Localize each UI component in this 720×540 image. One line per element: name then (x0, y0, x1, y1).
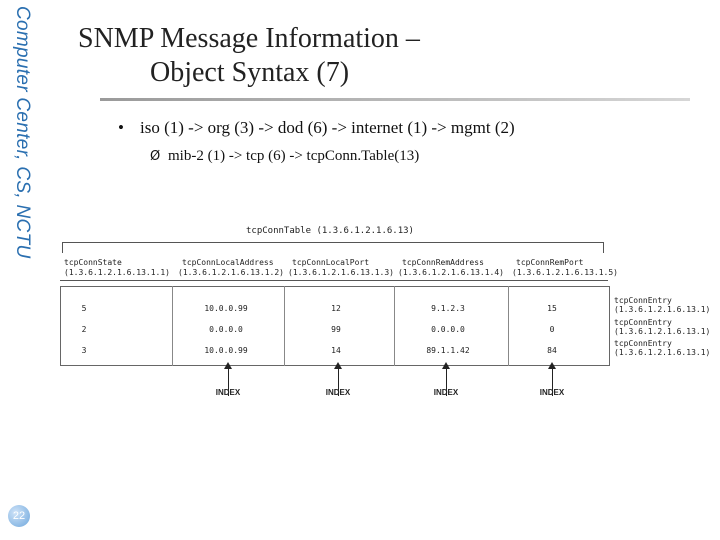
column-oid: (1.3.6.1.2.1.6.13.1.1) (64, 268, 170, 277)
sidebar (0, 0, 44, 540)
slide-title-line2: Object Syntax (7) (150, 57, 350, 88)
bullet-text: iso (1) -> org (3) -> dod (6) -> internet (1) -> mgmt (2) (140, 118, 515, 137)
arrow-bullet-icon: Ø (150, 149, 161, 164)
table-brace (62, 242, 604, 253)
table-cell: 15 (547, 304, 557, 313)
column-name: tcpConnState (64, 258, 122, 267)
sidebar-vertical-text: Computer Center, CS, NCTU (12, 6, 33, 259)
row-entry-oid: (1.3.6.1.2.1.6.13.1) (614, 305, 711, 314)
column-name: tcpConnLocalAddress (182, 258, 274, 267)
table-cell: 12 (331, 304, 341, 313)
bullet-item (118, 118, 515, 138)
table-cell: 0 (549, 325, 555, 334)
column-oid: (1.3.6.1.2.1.6.13.1.5) (512, 268, 618, 277)
column-divider (394, 286, 395, 366)
column-name: tcpConnLocalPort (292, 258, 370, 267)
row-entry-label: tcpConnEntry (614, 339, 672, 348)
table-cell: 84 (547, 346, 557, 355)
table-cell: 0.0.0.0 (431, 325, 465, 334)
figure-table-title: tcpConnTable (1.3.6.1.2.1.6.13) (246, 226, 414, 236)
index-label: INDEX (215, 388, 241, 397)
column-divider (172, 286, 173, 366)
table-cell: 99 (331, 325, 341, 334)
tcp-conn-table-figure (58, 220, 720, 420)
title-divider (100, 98, 690, 101)
index-label: INDEX (433, 388, 459, 397)
table-cell: 0.0.0.0 (209, 325, 243, 334)
page-number-badge: 22 (8, 505, 30, 527)
row-entry-label: tcpConnEntry (614, 296, 672, 305)
row-entry-oid: (1.3.6.1.2.1.6.13.1) (614, 348, 711, 357)
table-cell: 10.0.0.99 (204, 346, 248, 355)
column-oid: (1.3.6.1.2.1.6.13.1.2) (178, 268, 284, 277)
table-cell: 3 (81, 346, 87, 355)
subbullet-text: mib-2 (1) -> tcp (6) -> tcpConn.Table(13) (168, 148, 420, 164)
column-name: tcpConnRemPort (516, 258, 584, 267)
column-name: tcpConnRemAddress (402, 258, 484, 267)
table-cell: 10.0.0.99 (204, 304, 248, 313)
header-divider (60, 280, 608, 281)
row-entry-oid: (1.3.6.1.2.1.6.13.1) (614, 327, 711, 336)
bullet-dot: • (118, 118, 124, 137)
row-entry-label: tcpConnEntry (614, 318, 672, 327)
index-label: INDEX (325, 388, 351, 397)
table-cell: 14 (331, 346, 341, 355)
table-cell: 89.1.1.42 (426, 346, 470, 355)
subbullet-item (150, 148, 419, 165)
column-oid: (1.3.6.1.2.1.6.13.1.4) (398, 268, 504, 277)
slide-title (78, 22, 498, 90)
index-label: INDEX (539, 388, 565, 397)
table-cell: 2 (81, 325, 87, 334)
table-cell: 9.1.2.3 (431, 304, 465, 313)
table-cell: 5 (81, 304, 87, 313)
column-oid: (1.3.6.1.2.1.6.13.1.3) (288, 268, 394, 277)
slide-title-line1: SNMP Message Information – (78, 23, 420, 54)
column-divider (284, 286, 285, 366)
